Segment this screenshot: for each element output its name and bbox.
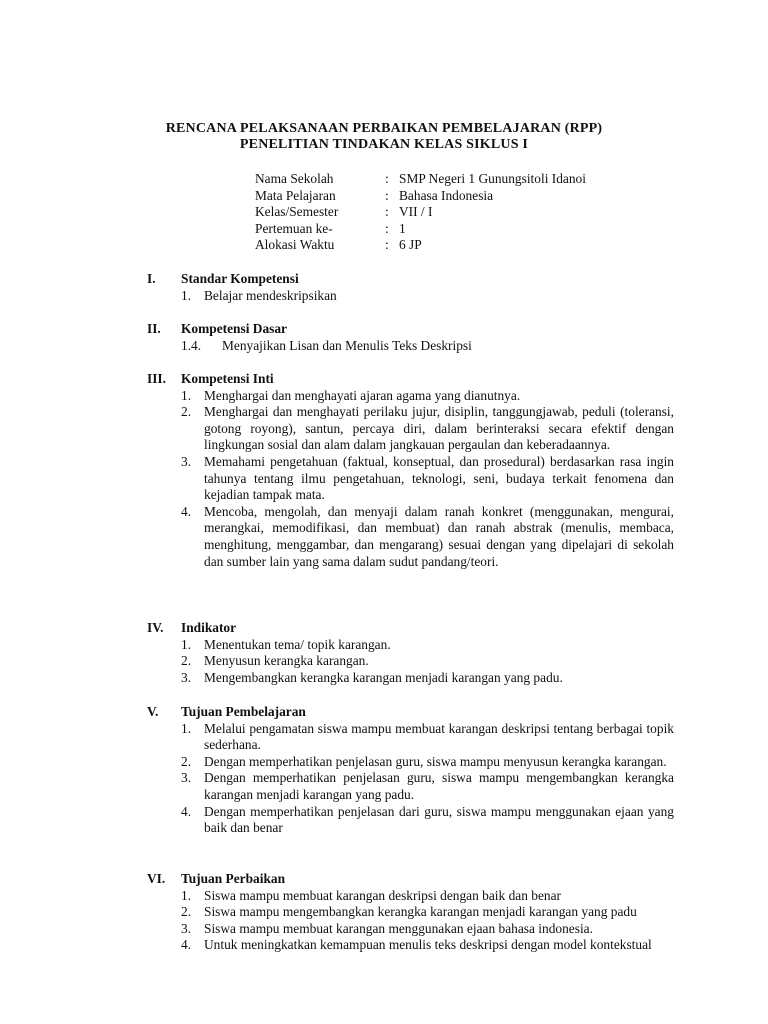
list-item xyxy=(0,904,768,921)
item-text: Siswa mampu membuat karangan menggunakan ejaan bahasa indonesia. xyxy=(204,920,593,936)
section-heading xyxy=(0,704,768,721)
list-item xyxy=(0,388,768,405)
list-item xyxy=(0,804,768,837)
item-number: 4. xyxy=(181,937,192,953)
item-text: Dengan memperhatikan penjelasan guru, siswa mampu menyusun kerangka karangan. xyxy=(204,753,667,769)
item-text: Memahami pengetahuan (faktual, konseptual, dan prosedural) berdasarkan rasa ingin tahunya tentang ilmu pengetahuan, teknologi, seni, budaya terkait fenomena dan kejadian tampak mata. xyxy=(204,453,674,503)
item-text: Untuk meningkatkan kemampuan menulis teks deskripsi dengan model kontekstual xyxy=(204,937,652,953)
list-item xyxy=(0,404,768,454)
item-number: 2. xyxy=(181,753,192,769)
identity-value: Bahasa Indonesia xyxy=(399,187,494,203)
item-number: 2. xyxy=(181,404,192,420)
list-item xyxy=(0,721,768,754)
list-item xyxy=(0,937,768,954)
section-number: VI. xyxy=(147,871,166,886)
identity-label: Mata Pelajaran xyxy=(255,187,336,203)
item-text: Menghargai dan menghayati ajaran agama yang dianutnya. xyxy=(204,387,521,403)
doc-title-line1: RENCANA PELAKSANAAN PERBAIKAN PEMBELAJARAN (RPP) xyxy=(165,121,603,136)
list-item xyxy=(0,637,768,654)
item-text: Belajar mendeskripsikan xyxy=(204,287,337,303)
identity-colon: : xyxy=(385,237,389,253)
list-item xyxy=(0,921,768,938)
section-number: III. xyxy=(147,371,166,386)
item-number: 1. xyxy=(181,887,192,903)
identity-table xyxy=(255,171,586,254)
item-text: Mencoba, mengolah, dan menyaji dalam ranah konkret (menggunakan, mengurai, merangkai, memodifikasi, dan membuat) dan ranah abstrak (menulis, membaca, menghitung, menggambar, dan mengarang) sesuai dengan yang dipelajari di sekolah dan sumber lain yang sama dalam sudut pandang/teori. xyxy=(204,503,674,569)
item-number: 1. xyxy=(181,720,192,736)
list-item xyxy=(0,454,768,504)
identity-value: VII / I xyxy=(399,204,433,220)
list-item xyxy=(0,653,768,670)
doc-title-line2: PENELITIAN TINDAKAN KELAS SIKLUS I xyxy=(239,137,529,152)
item-text: Menghargai dan menghayati perilaku jujur, disiplin, tanggungjawab, peduli (toleransi, gotong royong), santun, percaya diri, dalam berinteraksi secara efektif dengan lingkungan sosial dan alam dalam jangkauan pergaulan dan keberadaannya. xyxy=(204,404,674,453)
section-indikator xyxy=(0,620,768,686)
item-number: 2. xyxy=(181,904,192,920)
item-text: Melalui pengamatan siswa mampu membuat karangan deskripsi tentang berbagai topik sederhana. xyxy=(204,720,674,753)
section-standar-kompetensi xyxy=(0,271,768,304)
identity-label: Kelas/Semester xyxy=(255,204,339,220)
section-number: I. xyxy=(147,271,156,286)
section-number: V. xyxy=(147,704,159,719)
list-item xyxy=(0,504,768,570)
list-item xyxy=(0,770,768,803)
section-title: Kompetensi Inti xyxy=(181,371,274,386)
section-title: Tujuan Perbaikan xyxy=(181,871,286,886)
identity-label: Pertemuan ke- xyxy=(255,220,333,236)
list-item xyxy=(0,754,768,771)
section-title: Indikator xyxy=(181,620,237,635)
identity-row xyxy=(255,221,586,238)
identity-colon: : xyxy=(385,171,389,186)
section-tujuan-pembelajaran xyxy=(0,704,768,837)
item-text: Dengan memperhatikan penjelasan dari guru, siswa mampu menggunakan ejaan yang baik dan benar xyxy=(204,803,674,836)
identity-value: SMP Negeri 1 Gunungsitoli Idanoi xyxy=(399,171,586,186)
identity-colon: : xyxy=(385,204,389,220)
item-number: 3. xyxy=(181,669,192,685)
identity-value: 1 xyxy=(399,220,406,236)
section-title: Standar Kompetensi xyxy=(181,271,299,286)
section-tujuan-perbaikan xyxy=(0,871,768,954)
section-heading xyxy=(0,371,768,388)
section-title: Tujuan Pembelajaran xyxy=(181,704,306,719)
section-heading xyxy=(0,321,768,338)
identity-row xyxy=(255,237,586,254)
item-number: 1. xyxy=(181,636,192,652)
identity-colon: : xyxy=(385,187,389,203)
identity-label: Alokasi Waktu xyxy=(255,237,335,253)
item-text: Menyajikan Lisan dan Menulis Teks Deskripsi xyxy=(222,337,472,353)
item-number: 2. xyxy=(181,653,192,669)
section-title: Kompetensi Dasar xyxy=(181,321,288,336)
identity-value: 6 JP xyxy=(399,237,422,253)
item-number: 1. xyxy=(181,387,192,403)
item-number: 3. xyxy=(181,920,192,936)
item-text: Dengan memperhatikan penjelasan guru, siswa mampu mengembangkan kerangka karangan menjadi karangan yang padu. xyxy=(204,770,674,802)
identity-row xyxy=(255,171,586,188)
section-kompetensi-dasar xyxy=(0,321,768,354)
section-number: II. xyxy=(147,321,161,336)
list-item xyxy=(0,888,768,905)
identity-label: Nama Sekolah xyxy=(255,171,334,186)
item-number: 1.4. xyxy=(181,337,202,353)
item-number: 3. xyxy=(181,453,192,469)
identity-row xyxy=(255,188,586,205)
section-heading xyxy=(0,271,768,288)
item-number: 4. xyxy=(181,803,192,819)
item-text: Menentukan tema/ topik karangan. xyxy=(204,636,391,652)
item-number: 3. xyxy=(181,770,192,786)
identity-row xyxy=(255,204,586,221)
item-number: 1. xyxy=(181,287,192,303)
list-item xyxy=(0,670,768,687)
item-text: Siswa mampu mengembangkan kerangka karangan menjadi karangan yang padu xyxy=(204,904,637,920)
item-text: Menyusun kerangka karangan. xyxy=(204,653,369,669)
identity-colon: : xyxy=(385,220,389,236)
list-item xyxy=(0,338,768,355)
section-number: IV. xyxy=(147,620,164,635)
item-text: Siswa mampu membuat karangan deskripsi dengan baik dan benar xyxy=(204,887,561,903)
item-text: Mengembangkan kerangka karangan menjadi karangan yang padu. xyxy=(204,669,563,685)
list-item xyxy=(0,288,768,305)
section-heading xyxy=(0,620,768,637)
section-heading xyxy=(0,871,768,888)
item-number: 4. xyxy=(181,503,192,519)
section-kompetensi-inti xyxy=(0,371,768,570)
